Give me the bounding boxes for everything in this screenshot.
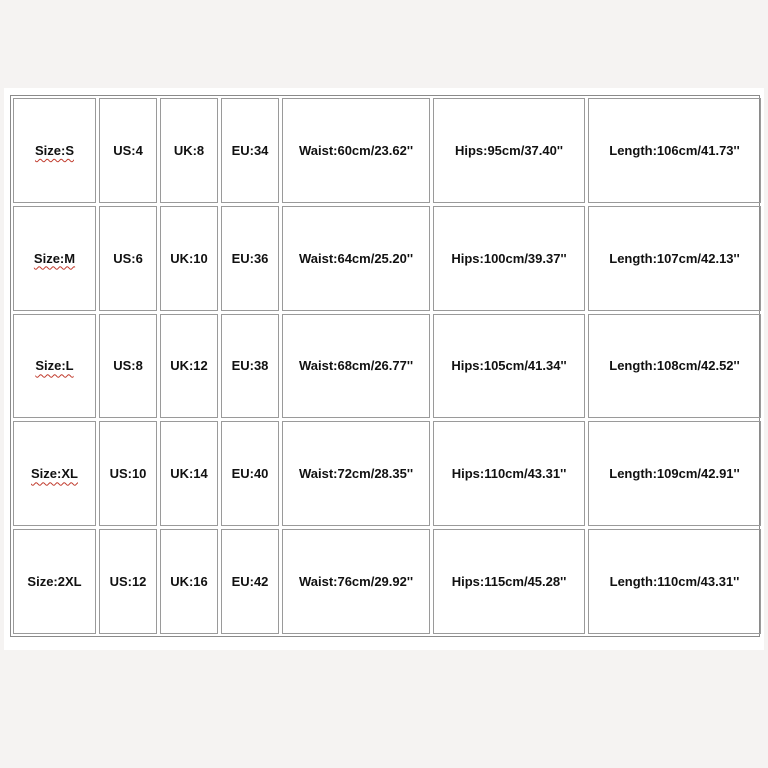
hips-cell: Hips:105cm/41.34'' — [433, 314, 585, 419]
hips-cell: Hips:110cm/43.31'' — [433, 421, 585, 526]
us-size-cell: US:6 — [99, 206, 157, 311]
size-label: Size:S — [34, 142, 74, 158]
us-size-cell: US:10 — [99, 421, 157, 526]
waist-cell: Waist:76cm/29.92'' — [282, 529, 430, 634]
size-label: Size:M — [33, 250, 76, 266]
uk-size-cell: UK:10 — [160, 206, 218, 311]
us-size-cell: US:8 — [99, 314, 157, 419]
size-chart-table — [10, 95, 760, 637]
hips-cell: Hips:115cm/45.28'' — [433, 529, 585, 634]
size-cell — [13, 421, 96, 526]
uk-size-cell: UK:8 — [160, 98, 218, 203]
size-label: Size:2XL — [27, 574, 82, 590]
size-cell — [13, 206, 96, 311]
size-cell — [13, 314, 96, 419]
uk-size-cell: UK:16 — [160, 529, 218, 634]
length-cell: Length:107cm/42.13'' — [588, 206, 761, 311]
length-cell: Length:109cm/42.91'' — [588, 421, 761, 526]
size-cell — [13, 98, 96, 203]
uk-size-cell: UK:14 — [160, 421, 218, 526]
waist-cell: Waist:64cm/25.20'' — [282, 206, 430, 311]
size-cell — [13, 529, 96, 634]
waist-cell: Waist:72cm/28.35'' — [282, 421, 430, 526]
waist-cell: Waist:68cm/26.77'' — [282, 314, 430, 419]
length-cell: Length:106cm/41.73'' — [588, 98, 761, 203]
us-size-cell: US:12 — [99, 529, 157, 634]
size-chart-sheet — [4, 88, 764, 650]
size-label: Size:XL — [31, 466, 78, 482]
eu-size-cell: EU:36 — [221, 206, 279, 311]
hips-cell: Hips:95cm/37.40'' — [433, 98, 585, 203]
uk-size-cell: UK:12 — [160, 314, 218, 419]
eu-size-cell: EU:42 — [221, 529, 279, 634]
length-cell: Length:108cm/42.52'' — [588, 314, 761, 419]
eu-size-cell: EU:38 — [221, 314, 279, 419]
eu-size-cell: EU:34 — [221, 98, 279, 203]
size-label: Size:L — [35, 358, 74, 374]
eu-size-cell: EU:40 — [221, 421, 279, 526]
hips-cell: Hips:100cm/39.37'' — [433, 206, 585, 311]
waist-cell: Waist:60cm/23.62'' — [282, 98, 430, 203]
us-size-cell: US:4 — [99, 98, 157, 203]
length-cell: Length:110cm/43.31'' — [588, 529, 761, 634]
